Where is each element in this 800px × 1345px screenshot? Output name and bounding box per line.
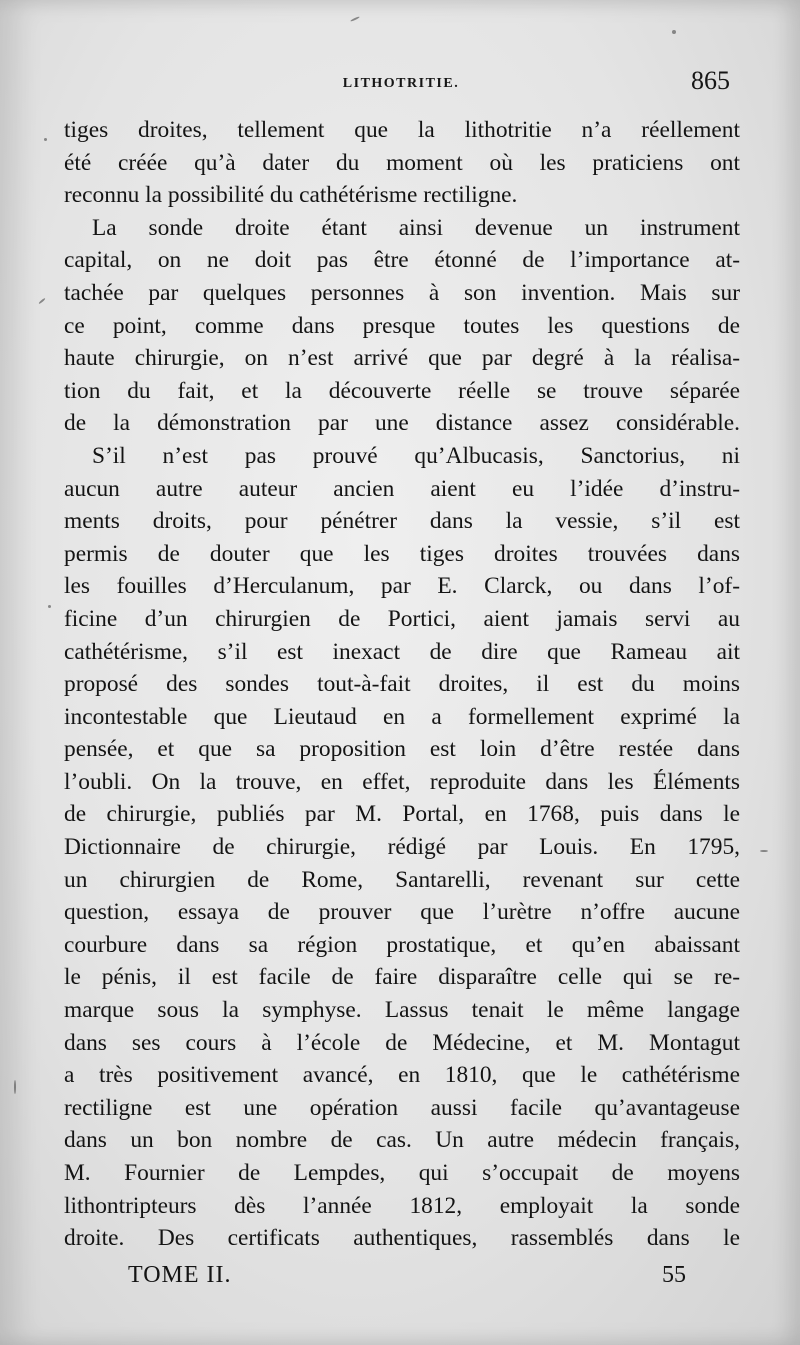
text-line: M. Fournier de Lempdes, qui s’occupait de moyens [64,1160,740,1186]
text-line: cathétérisme, s’il est inexact de dire que Rameau ait [64,638,740,665]
text-line: a très positivement avancé, en 1810, que le cathétérisme [64,1062,740,1089]
text-line: proposé des sondes tout-à-fait droites, il est du moins [64,671,740,698]
text-line: tachée par quelques personnes à son invention. Mais sur [64,279,740,306]
page-number: 865 [691,66,730,95]
text-line: un chirurgien de Rome, Santarelli, revenant sur cette [64,866,740,893]
text-line: rectiligne est une opération aussi facile qu’avantageuse [64,1094,740,1121]
text-line: courbure dans sa région prostatique, et qu’en abaissant [64,931,740,958]
text-line: aucun autre auteur ancien aient eu l’idée d’instru- [64,475,740,502]
text-line: les fouilles d’Herculanum, par E. Clarck, ou dans l’of- [64,573,740,600]
text-line: de chirurgie, publiés par M. Portal, en 1768, puis dans le [64,801,740,828]
text-line: ce point, comme dans presque toutes les questions de [64,312,740,339]
text-line: tion du fait, et la découverte réelle se trouve séparée [64,377,740,404]
signature-mark: 55 [662,1262,686,1288]
page-footer [128,1262,688,1296]
text-line: permis de douter que les tiges droites trouvées dans [64,540,740,567]
text-line: incontestable que Lieutaud en a formellement exprimé la [64,703,740,730]
scan-speck [48,605,51,608]
text-line: capital, on ne doit pas être étonné de l’importance at- [64,247,740,274]
text-line: de la démonstration par une distance assez considérable. [64,410,740,437]
scan-speck [350,16,360,22]
scan-speck [14,1080,16,1094]
text-line: La sonde droite étant ainsi devenue un instrument [92,214,740,241]
volume-label: TOME II. [128,1262,232,1288]
text-line: été créée qu’à dater du moment où les praticiens ont [64,149,740,176]
text-line: reconnu la possibilité du cathétérisme rectiligne. [64,182,518,209]
body-text [64,114,740,1255]
text-line: l’oubli. On la trouve, en effet, reproduite dans les Éléments [64,768,740,795]
text-line: tiges droites, tellement que la lithotritie n’a réellement [64,117,740,143]
text-line: Dictionnaire de chirurgie, rédigé par Louis. En 1795, [64,834,740,861]
page-header [66,66,736,106]
text-line: le pénis, il est facile de faire disparaître celle qui se re- [64,964,740,991]
scan-speck [672,30,676,34]
text-line: droite. Des certificats authentiques, rassemblés dans le [64,1225,740,1252]
text-line: lithontripteurs dès l’année 1812, employait la sonde [64,1192,740,1219]
text-line: ficine d’un chirurgien de Portici, aient jamais servi au [64,605,740,632]
text-line: pensée, et que sa proposition est loin d’être restée dans [64,736,740,763]
running-title: LITHOTRITIE. [342,76,460,91]
text-line: dans un bon nombre de cas. Un autre médecin français, [64,1127,740,1154]
text-line: haute chirurgie, on n’est arrivé que par degré à la réalisa- [64,345,740,372]
text-line: S’il n’est pas prouvé qu’Albucasis, Sanctorius, ni [92,442,740,469]
text-line: ments droits, pour pénétrer dans la vessie, s’il est [64,508,740,535]
scan-speck [44,138,47,141]
text-line: question, essaya de prouver que l’urètre n’offre aucune [64,899,740,926]
scan-speck [38,298,45,305]
scan-speck [760,850,768,852]
text-line: dans ses cours à l’école de Médecine, et M. Montagut [64,1029,740,1056]
text-line: marque sous la symphyse. Lassus tenait le même langage [64,997,740,1024]
